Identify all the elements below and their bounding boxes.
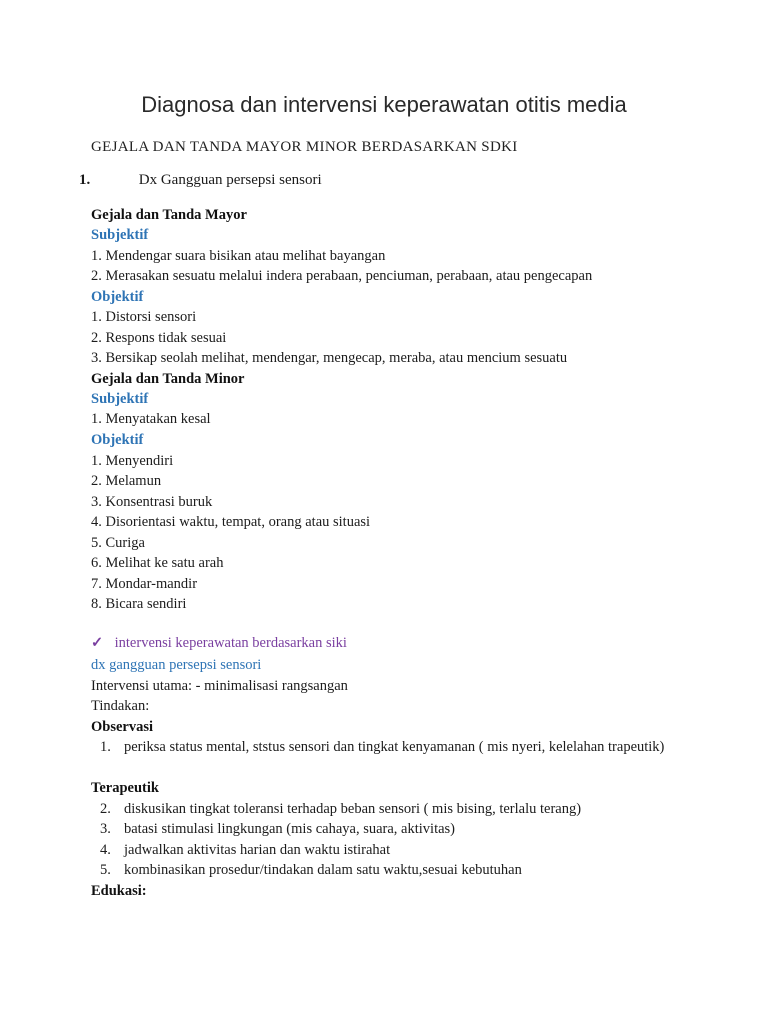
list-item: 1. Menyendiri	[91, 453, 174, 469]
page-title: Diagnosa dan intervensi keperawatan otitis media	[141, 92, 627, 117]
list-number: 5.	[100, 862, 111, 878]
intervensi-dx-label: dx gangguan persepsi sensori	[91, 657, 262, 673]
list-item: 7. Mondar-mandir	[91, 576, 198, 592]
list-number: 1.	[100, 739, 111, 755]
diagnosis-row	[79, 172, 322, 189]
list-text: kombinasikan prosedur/tindakan dalam satu waktu,sesuai kebutuhan	[124, 862, 522, 878]
list-item: 4. Disorientasi waktu, tempat, orang atau situasi	[91, 514, 371, 530]
list-item	[100, 819, 455, 839]
list-item	[100, 799, 581, 819]
list-item: 2. Respons tidak sesuai	[91, 330, 227, 346]
list-item: 8. Bicara sendiri	[91, 596, 187, 612]
observasi-item-text: periksa status mental, ststus sensori dan tingkat kenyamanan ( mis nyeri, kelelahan trapeutik)	[124, 739, 665, 755]
intervensi-check-row	[91, 635, 347, 652]
list-number: 4.	[100, 842, 111, 858]
diagnosis-label: Dx Gangguan persepsi sensori	[138, 172, 322, 188]
terapeutik-heading: Terapeutik	[91, 780, 159, 796]
list-number: 2.	[100, 801, 111, 817]
minor-subjektif-label: Subjektif	[91, 391, 149, 407]
mayor-subjektif-label: Subjektif	[91, 227, 149, 243]
intervensi-check-label: intervensi keperawatan berdasarkan siki	[114, 635, 347, 651]
list-text: diskusikan tingkat toleransi terhadap beban sensori ( mis bising, terlalu terang)	[124, 801, 582, 817]
list-text: batasi stimulasi lingkungan (mis cahaya, suara, aktivitas)	[124, 821, 456, 837]
list-number: 3.	[100, 821, 111, 837]
list-item: 6. Melihat ke satu arah	[91, 555, 224, 571]
tindakan-label: Tindakan:	[91, 698, 150, 714]
edukasi-heading: Edukasi:	[91, 883, 147, 899]
subtitle: GEJALA DAN TANDA MAYOR MINOR BERDASARKAN SDKI	[91, 139, 518, 155]
minor-heading: Gejala dan Tanda Minor	[91, 371, 245, 387]
minor-objektif-label: Objektif	[91, 432, 144, 448]
observasi-heading: Observasi	[91, 719, 154, 735]
list-item: 5. Curiga	[91, 535, 145, 551]
list-item: 2. Melamun	[91, 473, 162, 489]
mayor-heading: Gejala dan Tanda Mayor	[91, 207, 247, 223]
list-item	[100, 860, 522, 880]
check-icon: ✓	[91, 635, 104, 651]
diagnosis-number: 1.	[79, 172, 91, 188]
list-item	[100, 840, 390, 860]
list-text: jadwalkan aktivitas harian dan waktu istirahat	[124, 842, 391, 858]
list-item: 1. Mendengar suara bisikan atau melihat bayangan	[91, 248, 386, 264]
list-item: 1. Distorsi sensori	[91, 309, 197, 325]
mayor-objektif-label: Objektif	[91, 289, 144, 305]
list-item: 3. Konsentrasi buruk	[91, 494, 213, 510]
list-item: 1. Menyatakan kesal	[91, 411, 211, 427]
observasi-item-number	[100, 737, 124, 757]
intervensi-utama: Intervensi utama: - minimalisasi rangsangan	[91, 678, 348, 694]
list-item: 3. Bersikap seolah melihat, mendengar, mengecap, meraba, atau mencium sesuatu	[91, 350, 568, 366]
list-item: 2. Merasakan sesuatu melalui indera perabaan, penciuman, perabaan, atau pengecapan	[91, 268, 593, 284]
